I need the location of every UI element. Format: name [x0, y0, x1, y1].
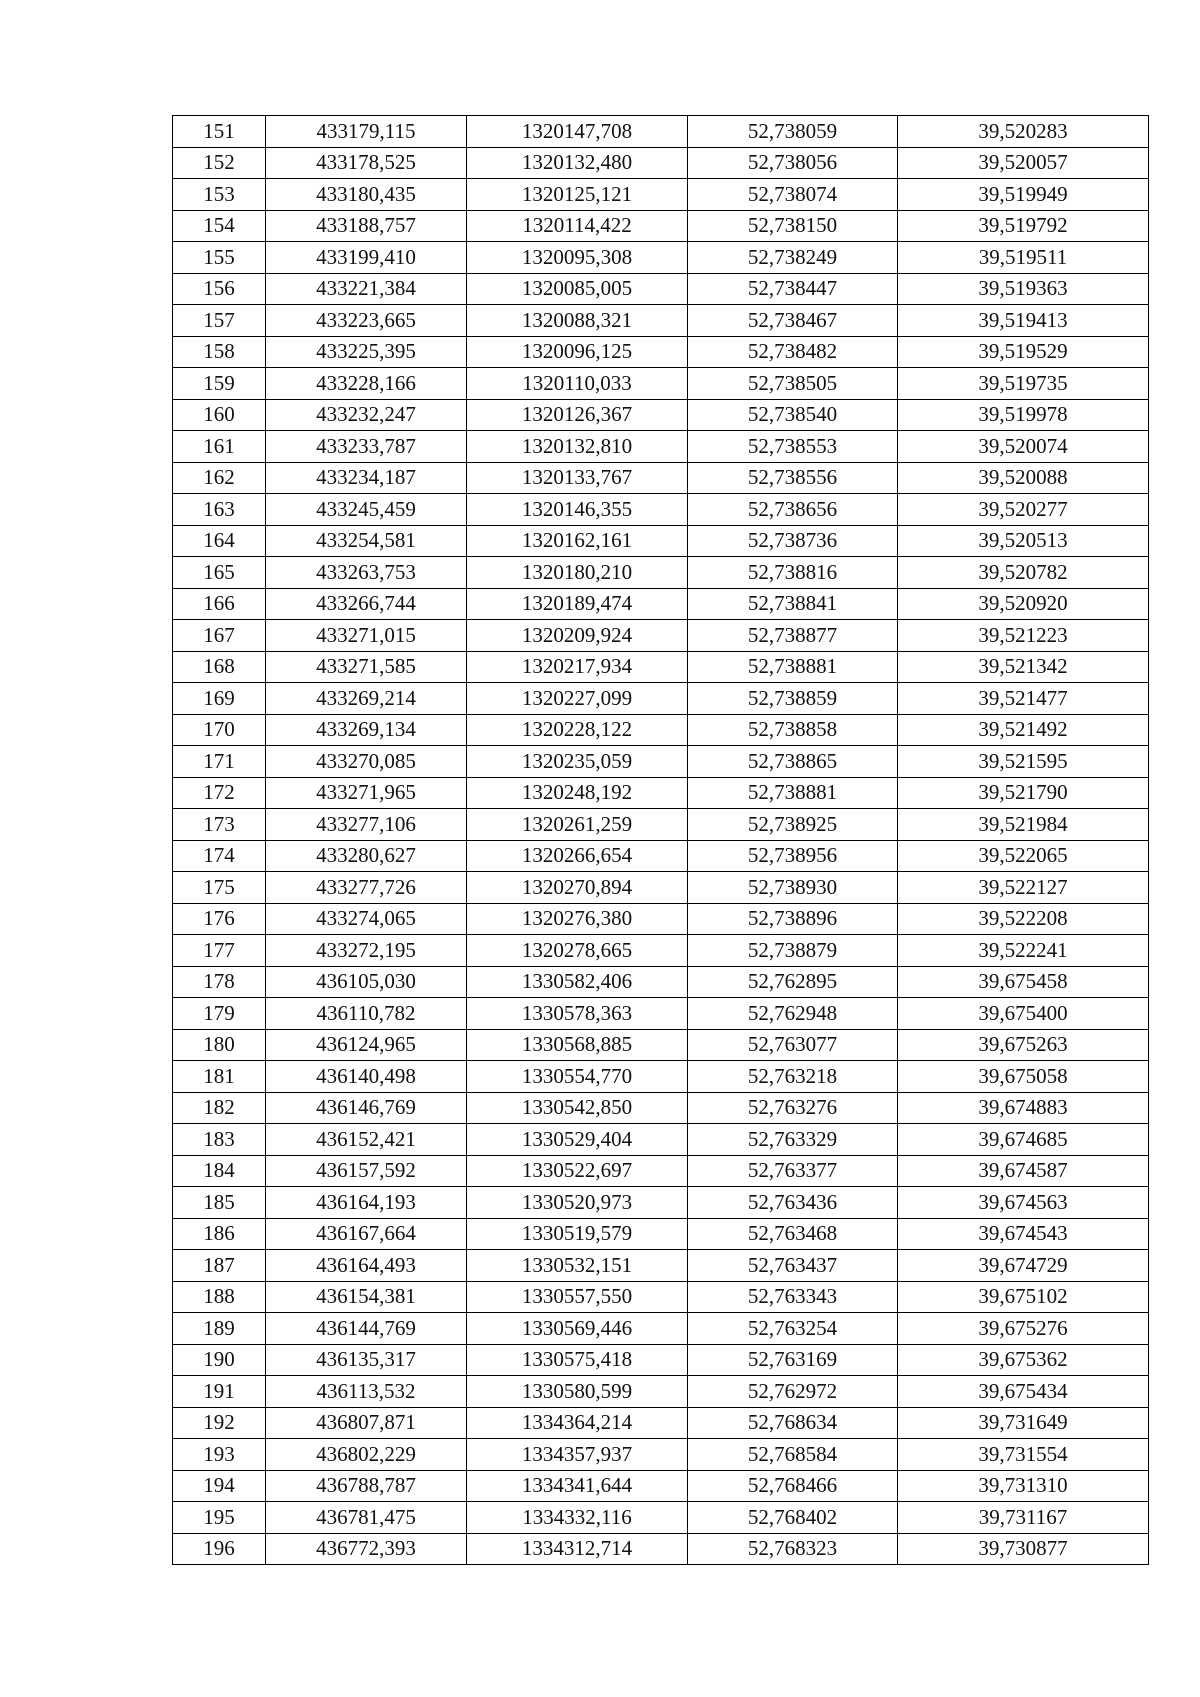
table-row — [173, 1407, 1149, 1439]
latitude-cell: 52,738074 — [688, 179, 898, 211]
table-row — [173, 525, 1149, 557]
latitude-cell: 52,738841 — [688, 588, 898, 620]
x-coordinate-cell: 433254,581 — [266, 525, 467, 557]
y-coordinate-cell: 1320266,654 — [467, 840, 688, 872]
y-coordinate-cell: 1320095,308 — [467, 242, 688, 274]
longitude-cell: 39,519949 — [898, 179, 1149, 211]
point-number-cell: 184 — [173, 1155, 266, 1187]
latitude-cell: 52,768466 — [688, 1470, 898, 1502]
x-coordinate-cell: 433223,665 — [266, 305, 467, 337]
x-coordinate-cell: 436164,193 — [266, 1187, 467, 1219]
longitude-cell: 39,520782 — [898, 557, 1149, 589]
table-row — [173, 1155, 1149, 1187]
table-row — [173, 903, 1149, 935]
latitude-cell: 52,768402 — [688, 1502, 898, 1534]
latitude-cell: 52,738879 — [688, 935, 898, 967]
longitude-cell: 39,731167 — [898, 1502, 1149, 1534]
point-number-cell: 156 — [173, 273, 266, 305]
table-row — [173, 714, 1149, 746]
x-coordinate-cell: 436167,664 — [266, 1218, 467, 1250]
point-number-cell: 179 — [173, 998, 266, 1030]
point-number-cell: 169 — [173, 683, 266, 715]
table-row — [173, 431, 1149, 463]
longitude-cell: 39,674883 — [898, 1092, 1149, 1124]
latitude-cell: 52,738881 — [688, 651, 898, 683]
point-number-cell: 164 — [173, 525, 266, 557]
table-row — [173, 1092, 1149, 1124]
y-coordinate-cell: 1320270,894 — [467, 872, 688, 904]
x-coordinate-cell: 436157,592 — [266, 1155, 467, 1187]
point-number-cell: 172 — [173, 777, 266, 809]
table-row — [173, 462, 1149, 494]
longitude-cell: 39,519978 — [898, 399, 1149, 431]
latitude-cell: 52,763437 — [688, 1250, 898, 1282]
x-coordinate-cell: 433225,395 — [266, 336, 467, 368]
y-coordinate-cell: 1334312,714 — [467, 1533, 688, 1565]
x-coordinate-cell: 433179,115 — [266, 116, 467, 148]
point-number-cell: 174 — [173, 840, 266, 872]
latitude-cell: 52,762948 — [688, 998, 898, 1030]
x-coordinate-cell: 436154,381 — [266, 1281, 467, 1313]
y-coordinate-cell: 1320248,192 — [467, 777, 688, 809]
point-number-cell: 190 — [173, 1344, 266, 1376]
longitude-cell: 39,731554 — [898, 1439, 1149, 1471]
x-coordinate-cell: 433234,187 — [266, 462, 467, 494]
longitude-cell: 39,522241 — [898, 935, 1149, 967]
x-coordinate-cell: 436152,421 — [266, 1124, 467, 1156]
x-coordinate-cell: 436772,393 — [266, 1533, 467, 1565]
point-number-cell: 159 — [173, 368, 266, 400]
latitude-cell: 52,738150 — [688, 210, 898, 242]
x-coordinate-cell: 436105,030 — [266, 966, 467, 998]
point-number-cell: 177 — [173, 935, 266, 967]
longitude-cell: 39,519735 — [898, 368, 1149, 400]
x-coordinate-cell: 436146,769 — [266, 1092, 467, 1124]
latitude-cell: 52,738056 — [688, 147, 898, 179]
point-number-cell: 195 — [173, 1502, 266, 1534]
longitude-cell: 39,675102 — [898, 1281, 1149, 1313]
table-row — [173, 1344, 1149, 1376]
longitude-cell: 39,519529 — [898, 336, 1149, 368]
y-coordinate-cell: 1320162,161 — [467, 525, 688, 557]
latitude-cell: 52,763468 — [688, 1218, 898, 1250]
latitude-cell: 52,738059 — [688, 116, 898, 148]
table-row — [173, 305, 1149, 337]
latitude-cell: 52,738816 — [688, 557, 898, 589]
x-coordinate-cell: 436124,965 — [266, 1029, 467, 1061]
latitude-cell: 52,763436 — [688, 1187, 898, 1219]
x-coordinate-cell: 433263,753 — [266, 557, 467, 589]
x-coordinate-cell: 433277,726 — [266, 872, 467, 904]
point-number-cell: 180 — [173, 1029, 266, 1061]
latitude-cell: 52,768634 — [688, 1407, 898, 1439]
table-row — [173, 147, 1149, 179]
longitude-cell: 39,520074 — [898, 431, 1149, 463]
point-number-cell: 166 — [173, 588, 266, 620]
table-row — [173, 1124, 1149, 1156]
point-number-cell: 153 — [173, 179, 266, 211]
y-coordinate-cell: 1320096,125 — [467, 336, 688, 368]
point-number-cell: 160 — [173, 399, 266, 431]
latitude-cell: 52,738447 — [688, 273, 898, 305]
point-number-cell: 187 — [173, 1250, 266, 1282]
table-row — [173, 1218, 1149, 1250]
x-coordinate-cell: 436110,782 — [266, 998, 467, 1030]
longitude-cell: 39,519792 — [898, 210, 1149, 242]
longitude-cell: 39,521223 — [898, 620, 1149, 652]
latitude-cell: 52,738482 — [688, 336, 898, 368]
longitude-cell: 39,520920 — [898, 588, 1149, 620]
y-coordinate-cell: 1320228,122 — [467, 714, 688, 746]
table-row — [173, 998, 1149, 1030]
y-coordinate-cell: 1330532,151 — [467, 1250, 688, 1282]
latitude-cell: 52,738859 — [688, 683, 898, 715]
x-coordinate-cell: 433178,525 — [266, 147, 467, 179]
x-coordinate-cell: 436113,532 — [266, 1376, 467, 1408]
latitude-cell: 52,762972 — [688, 1376, 898, 1408]
point-number-cell: 163 — [173, 494, 266, 526]
table-row — [173, 746, 1149, 778]
y-coordinate-cell: 1320110,033 — [467, 368, 688, 400]
longitude-cell: 39,675458 — [898, 966, 1149, 998]
point-number-cell: 192 — [173, 1407, 266, 1439]
y-coordinate-cell: 1334341,644 — [467, 1470, 688, 1502]
table-row — [173, 683, 1149, 715]
point-number-cell: 189 — [173, 1313, 266, 1345]
latitude-cell: 52,738553 — [688, 431, 898, 463]
table-row — [173, 1313, 1149, 1345]
y-coordinate-cell: 1320132,480 — [467, 147, 688, 179]
y-coordinate-cell: 1320132,810 — [467, 431, 688, 463]
latitude-cell: 52,738877 — [688, 620, 898, 652]
table-row — [173, 651, 1149, 683]
y-coordinate-cell: 1320217,934 — [467, 651, 688, 683]
point-number-cell: 188 — [173, 1281, 266, 1313]
table-row — [173, 588, 1149, 620]
y-coordinate-cell: 1320235,059 — [467, 746, 688, 778]
latitude-cell: 52,738896 — [688, 903, 898, 935]
longitude-cell: 39,675400 — [898, 998, 1149, 1030]
point-number-cell: 193 — [173, 1439, 266, 1471]
point-number-cell: 165 — [173, 557, 266, 589]
table-row — [173, 1376, 1149, 1408]
longitude-cell: 39,674729 — [898, 1250, 1149, 1282]
longitude-cell: 39,521477 — [898, 683, 1149, 715]
longitude-cell: 39,675058 — [898, 1061, 1149, 1093]
point-number-cell: 151 — [173, 116, 266, 148]
y-coordinate-cell: 1330520,973 — [467, 1187, 688, 1219]
latitude-cell: 52,738656 — [688, 494, 898, 526]
table-row — [173, 777, 1149, 809]
x-coordinate-cell: 433270,085 — [266, 746, 467, 778]
table-row — [173, 336, 1149, 368]
table-row — [173, 620, 1149, 652]
latitude-cell: 52,763077 — [688, 1029, 898, 1061]
table-row — [173, 210, 1149, 242]
y-coordinate-cell: 1320085,005 — [467, 273, 688, 305]
y-coordinate-cell: 1330580,599 — [467, 1376, 688, 1408]
latitude-cell: 52,738467 — [688, 305, 898, 337]
longitude-cell: 39,675362 — [898, 1344, 1149, 1376]
point-number-cell: 158 — [173, 336, 266, 368]
latitude-cell: 52,768323 — [688, 1533, 898, 1565]
point-number-cell: 157 — [173, 305, 266, 337]
table-row — [173, 399, 1149, 431]
x-coordinate-cell: 433266,744 — [266, 588, 467, 620]
y-coordinate-cell: 1330578,363 — [467, 998, 688, 1030]
x-coordinate-cell: 433271,585 — [266, 651, 467, 683]
longitude-cell: 39,521342 — [898, 651, 1149, 683]
y-coordinate-cell: 1320133,767 — [467, 462, 688, 494]
table-row — [173, 116, 1149, 148]
y-coordinate-cell: 1320147,708 — [467, 116, 688, 148]
longitude-cell: 39,522127 — [898, 872, 1149, 904]
longitude-cell: 39,521790 — [898, 777, 1149, 809]
x-coordinate-cell: 433233,787 — [266, 431, 467, 463]
latitude-cell: 52,763329 — [688, 1124, 898, 1156]
latitude-cell: 52,768584 — [688, 1439, 898, 1471]
latitude-cell: 52,763343 — [688, 1281, 898, 1313]
y-coordinate-cell: 1320114,422 — [467, 210, 688, 242]
table-row — [173, 1439, 1149, 1471]
y-coordinate-cell: 1330582,406 — [467, 966, 688, 998]
y-coordinate-cell: 1330554,770 — [467, 1061, 688, 1093]
longitude-cell: 39,519413 — [898, 305, 1149, 337]
point-number-cell: 196 — [173, 1533, 266, 1565]
y-coordinate-cell: 1320209,924 — [467, 620, 688, 652]
x-coordinate-cell: 433280,627 — [266, 840, 467, 872]
x-coordinate-cell: 436144,769 — [266, 1313, 467, 1345]
y-coordinate-cell: 1320146,355 — [467, 494, 688, 526]
y-coordinate-cell: 1330519,579 — [467, 1218, 688, 1250]
x-coordinate-cell: 436788,787 — [266, 1470, 467, 1502]
point-number-cell: 171 — [173, 746, 266, 778]
y-coordinate-cell: 1330557,550 — [467, 1281, 688, 1313]
table-row — [173, 1250, 1149, 1282]
coordinates-table-body — [173, 116, 1149, 1565]
latitude-cell: 52,738540 — [688, 399, 898, 431]
longitude-cell: 39,520513 — [898, 525, 1149, 557]
table-row — [173, 557, 1149, 589]
longitude-cell: 39,519363 — [898, 273, 1149, 305]
point-number-cell: 178 — [173, 966, 266, 998]
y-coordinate-cell: 1320278,665 — [467, 935, 688, 967]
longitude-cell: 39,675263 — [898, 1029, 1149, 1061]
x-coordinate-cell: 436164,493 — [266, 1250, 467, 1282]
point-number-cell: 182 — [173, 1092, 266, 1124]
x-coordinate-cell: 433228,166 — [266, 368, 467, 400]
latitude-cell: 52,763377 — [688, 1155, 898, 1187]
y-coordinate-cell: 1330575,418 — [467, 1344, 688, 1376]
y-coordinate-cell: 1320126,367 — [467, 399, 688, 431]
x-coordinate-cell: 433272,195 — [266, 935, 467, 967]
point-number-cell: 155 — [173, 242, 266, 274]
point-number-cell: 154 — [173, 210, 266, 242]
table-row — [173, 1502, 1149, 1534]
longitude-cell: 39,675276 — [898, 1313, 1149, 1345]
table-row — [173, 840, 1149, 872]
table-row — [173, 273, 1149, 305]
point-number-cell: 168 — [173, 651, 266, 683]
point-number-cell: 152 — [173, 147, 266, 179]
longitude-cell: 39,675434 — [898, 1376, 1149, 1408]
point-number-cell: 181 — [173, 1061, 266, 1093]
longitude-cell: 39,521595 — [898, 746, 1149, 778]
table-row — [173, 1470, 1149, 1502]
x-coordinate-cell: 433277,106 — [266, 809, 467, 841]
longitude-cell: 39,521984 — [898, 809, 1149, 841]
table-row — [173, 494, 1149, 526]
y-coordinate-cell: 1330529,404 — [467, 1124, 688, 1156]
point-number-cell: 194 — [173, 1470, 266, 1502]
longitude-cell: 39,730877 — [898, 1533, 1149, 1565]
longitude-cell: 39,522208 — [898, 903, 1149, 935]
table-row — [173, 242, 1149, 274]
latitude-cell: 52,738956 — [688, 840, 898, 872]
table-row — [173, 935, 1149, 967]
point-number-cell: 173 — [173, 809, 266, 841]
point-number-cell: 185 — [173, 1187, 266, 1219]
x-coordinate-cell: 436140,498 — [266, 1061, 467, 1093]
y-coordinate-cell: 1330542,850 — [467, 1092, 688, 1124]
latitude-cell: 52,763276 — [688, 1092, 898, 1124]
latitude-cell: 52,762895 — [688, 966, 898, 998]
y-coordinate-cell: 1330568,885 — [467, 1029, 688, 1061]
table-row — [173, 1061, 1149, 1093]
latitude-cell: 52,738505 — [688, 368, 898, 400]
table-row — [173, 872, 1149, 904]
latitude-cell: 52,738249 — [688, 242, 898, 274]
longitude-cell: 39,674543 — [898, 1218, 1149, 1250]
longitude-cell: 39,519511 — [898, 242, 1149, 274]
longitude-cell: 39,674587 — [898, 1155, 1149, 1187]
point-number-cell: 161 — [173, 431, 266, 463]
x-coordinate-cell: 436135,317 — [266, 1344, 467, 1376]
longitude-cell: 39,522065 — [898, 840, 1149, 872]
table-row — [173, 368, 1149, 400]
table-row — [173, 1281, 1149, 1313]
latitude-cell: 52,763254 — [688, 1313, 898, 1345]
y-coordinate-cell: 1330522,697 — [467, 1155, 688, 1187]
point-number-cell: 170 — [173, 714, 266, 746]
point-number-cell: 175 — [173, 872, 266, 904]
longitude-cell: 39,674563 — [898, 1187, 1149, 1219]
x-coordinate-cell: 433269,214 — [266, 683, 467, 715]
latitude-cell: 52,738881 — [688, 777, 898, 809]
x-coordinate-cell: 436807,871 — [266, 1407, 467, 1439]
table-row — [173, 1029, 1149, 1061]
y-coordinate-cell: 1320125,121 — [467, 179, 688, 211]
x-coordinate-cell: 433269,134 — [266, 714, 467, 746]
latitude-cell: 52,738736 — [688, 525, 898, 557]
table-row — [173, 1533, 1149, 1565]
point-number-cell: 183 — [173, 1124, 266, 1156]
x-coordinate-cell: 433199,410 — [266, 242, 467, 274]
longitude-cell: 39,520283 — [898, 116, 1149, 148]
x-coordinate-cell: 433232,247 — [266, 399, 467, 431]
longitude-cell: 39,731310 — [898, 1470, 1149, 1502]
y-coordinate-cell: 1334364,214 — [467, 1407, 688, 1439]
y-coordinate-cell: 1320180,210 — [467, 557, 688, 589]
longitude-cell: 39,520057 — [898, 147, 1149, 179]
latitude-cell: 52,738865 — [688, 746, 898, 778]
point-number-cell: 162 — [173, 462, 266, 494]
point-number-cell: 167 — [173, 620, 266, 652]
latitude-cell: 52,763169 — [688, 1344, 898, 1376]
coordinates-table — [172, 115, 1149, 1565]
longitude-cell: 39,674685 — [898, 1124, 1149, 1156]
table-row — [173, 179, 1149, 211]
table-row — [173, 809, 1149, 841]
y-coordinate-cell: 1330569,446 — [467, 1313, 688, 1345]
latitude-cell: 52,738556 — [688, 462, 898, 494]
point-number-cell: 176 — [173, 903, 266, 935]
latitude-cell: 52,738925 — [688, 809, 898, 841]
y-coordinate-cell: 1320189,474 — [467, 588, 688, 620]
y-coordinate-cell: 1320261,259 — [467, 809, 688, 841]
point-number-cell: 191 — [173, 1376, 266, 1408]
y-coordinate-cell: 1320227,099 — [467, 683, 688, 715]
latitude-cell: 52,738858 — [688, 714, 898, 746]
latitude-cell: 52,763218 — [688, 1061, 898, 1093]
table-row — [173, 966, 1149, 998]
x-coordinate-cell: 436781,475 — [266, 1502, 467, 1534]
longitude-cell: 39,521492 — [898, 714, 1149, 746]
x-coordinate-cell: 433271,965 — [266, 777, 467, 809]
x-coordinate-cell: 433188,757 — [266, 210, 467, 242]
y-coordinate-cell: 1320088,321 — [467, 305, 688, 337]
longitude-cell: 39,731649 — [898, 1407, 1149, 1439]
x-coordinate-cell: 436802,229 — [266, 1439, 467, 1471]
latitude-cell: 52,738930 — [688, 872, 898, 904]
x-coordinate-cell: 433221,384 — [266, 273, 467, 305]
longitude-cell: 39,520088 — [898, 462, 1149, 494]
y-coordinate-cell: 1320276,380 — [467, 903, 688, 935]
y-coordinate-cell: 1334332,116 — [467, 1502, 688, 1534]
x-coordinate-cell: 433274,065 — [266, 903, 467, 935]
table-row — [173, 1187, 1149, 1219]
point-number-cell: 186 — [173, 1218, 266, 1250]
y-coordinate-cell: 1334357,937 — [467, 1439, 688, 1471]
longitude-cell: 39,520277 — [898, 494, 1149, 526]
x-coordinate-cell: 433180,435 — [266, 179, 467, 211]
x-coordinate-cell: 433271,015 — [266, 620, 467, 652]
x-coordinate-cell: 433245,459 — [266, 494, 467, 526]
